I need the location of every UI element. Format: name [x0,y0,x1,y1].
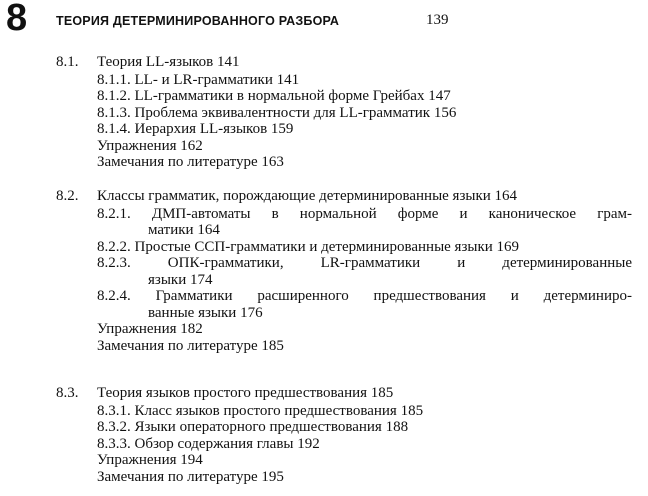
toc-entry-line: 8.2.4. Грамматики расширенного предшествования и детерминиро- [97,288,632,304]
toc-entry-page: 163 [261,154,284,170]
toc-entry [97,452,203,469]
section-title-text: Классы грамматик, порождающие детерминированные языки [97,188,491,204]
section-title-text: Теория языков простого предшествования [97,385,368,401]
toc-entry [97,239,519,256]
toc-entry-page: 156 [433,104,457,121]
toc-entry-text: матики [148,222,194,238]
toc-entry-page: 194 [180,452,203,468]
toc-entry-text: 8.1.3. Проблема эквивалентности для LL-грамматик [97,104,431,121]
toc-entry-continuation [148,272,212,289]
toc-entry-text: Замечания по литературе [97,468,258,485]
toc-entry [97,154,284,171]
toc-entry-line: 8.2.3. ОПК-грамматики, LR-грамматики и детерминированные [97,255,632,271]
chapter-number: 8 [6,0,28,39]
section-title [97,54,240,71]
toc-entry-page: 159 [270,121,294,137]
toc-entry [97,469,284,486]
toc-entry [97,403,423,420]
toc-entry [97,88,451,105]
toc-entry-text: Замечания по литературе [97,337,258,354]
toc-entry-page: 174 [189,271,213,288]
toc-entry-page: 169 [496,238,520,255]
toc-entry-page: 176 [240,304,263,321]
toc-entry-text: языки [148,271,187,288]
toc-entry-line: 8.2.1. ДМП-автоматы в нормальной форме и каноническое грам- [97,205,632,222]
section-page: 164 [494,188,518,204]
toc-entry-text: 8.1.1. LL- и LR-грамматики [97,71,273,88]
toc-entry-text: Замечания по литературе [97,154,258,170]
section-page: 185 [370,385,394,401]
toc-entry-text: 8.3.1. Класс языков простого предшествования [97,402,397,419]
toc-entry-page: 192 [297,435,320,452]
toc-entry [97,321,203,338]
toc-entry-page: 147 [428,88,451,104]
toc-entry-page: 185 [261,337,284,354]
toc-entry [97,419,408,436]
toc-entry-page: 141 [276,71,300,88]
toc-entry [97,338,284,355]
toc-entry-text: 8.1.4. Иерархия LL-языков [97,121,268,137]
toc-entry-text: Упражнения [97,137,177,154]
section-title [97,385,393,402]
toc-entry [97,105,456,122]
toc-entry-text: 8.3.3. Обзор содержания главы [97,435,294,452]
toc-entry-text: 8.2.2. Простые ССП-грамматики и детерминированные языки [97,238,493,255]
section-page: 141 [217,54,240,70]
toc-entry-text: Упражнения [97,321,177,337]
toc-entry-continuation [148,222,220,239]
section-number: 8.3. [56,385,79,401]
toc-entry-page: 188 [385,419,409,435]
chapter-title: ТЕОРИЯ ДЕТЕРМИНИРОВАННОГО РАЗБОРА [56,14,340,28]
toc-entry-page: 185 [400,402,424,419]
toc-entry [97,121,293,138]
section-title [97,188,517,205]
toc-entry-page: 195 [261,468,284,485]
section-title-text: Теория LL-языков [97,54,214,70]
section-number: 8.2. [56,188,79,204]
toc-entry-text: 8.1.2. LL-грамматики в нормальной форме Грейбах [97,88,425,104]
toc-entry [97,138,203,155]
toc-entry [97,436,320,453]
toc-entry-text: ванные языки [148,304,237,321]
toc-entry-page: 162 [180,137,203,154]
toc-entry-continuation [148,305,263,322]
section-number: 8.1. [56,54,79,70]
toc-entry-page: 182 [180,321,203,337]
toc-entry-text: Упражнения [97,452,177,468]
chapter-page: 139 [426,12,449,28]
toc-entry-text: 8.3.2. Языки операторного предшествования [97,419,382,435]
toc-entry-page: 164 [197,222,220,238]
toc-entry [97,72,299,89]
